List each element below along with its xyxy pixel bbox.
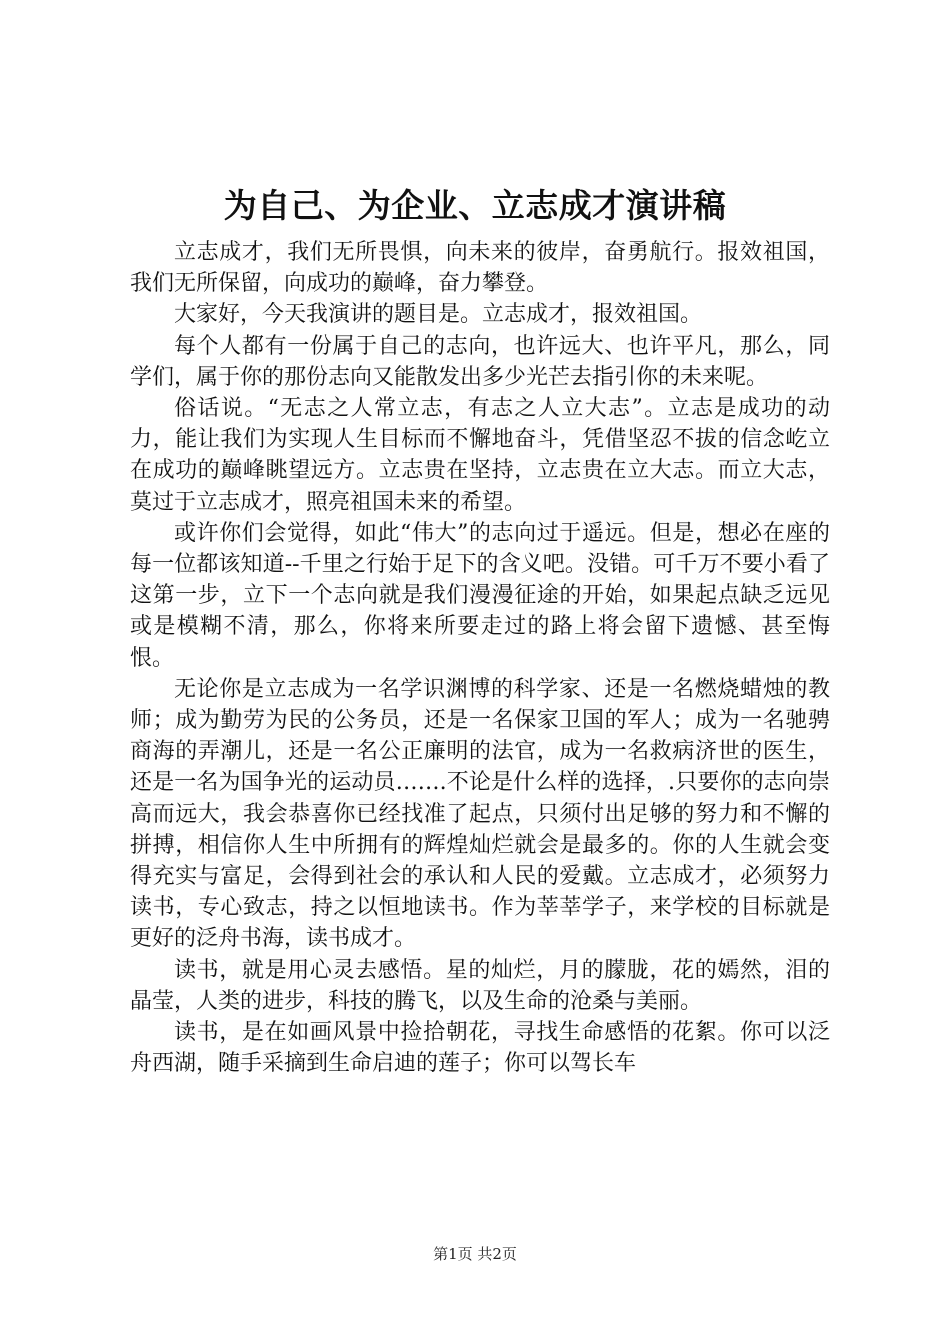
paragraph: 无论你是立志成为一名学识渊博的科学家、还是一名燃烧蜡烛的教师；成为勤劳为民的公务员，还是一名保家卫国的军人；成为一名驰骋商海的弄潮儿，还是一名公正廉明的法官，成为一名救病济世的医生，还是一名为国争光的运动员…….不论是什么样的选择，.只要你的志向崇高而远大，我会恭喜你已经找准了起点，只须付出足够的努力和不懈的拼搏，相信你人生中所拥有的辉煌灿烂就会是最多的。你的人生就会变得充实与富足，会得到社会的承认和人民的爱戴。立志成才，必须努力读书，专心致志，持之以恒地读书。作为莘莘学子，来学校的目标就是更好的泛舟书海，读书成才。 bbox=[130, 676, 830, 952]
paragraph: 立志成才，我们无所畏惧，向未来的彼岸，奋勇航行。报效祖国，我们无所保留，向成功的巅峰，奋力攀登。 bbox=[130, 240, 830, 297]
paragraph: 读书，就是用心灵去感悟。星的灿烂，月的朦胧，花的嫣然，泪的晶莹，人类的进步，科技的腾飞，以及生命的沧桑与美丽。 bbox=[130, 957, 830, 1014]
paragraph: 每个人都有一份属于自己的志向，也许远大、也许平凡，那么，同学们，属于你的那份志向又能散发出多少光芒去指引你的未来呢。 bbox=[130, 333, 830, 390]
page-number-footer: 第1页 共2页 bbox=[433, 1245, 517, 1263]
paragraph: 读书，是在如画风景中捡拾朝花，寻找生命感悟的花絮。你可以泛舟西湖，随手采摘到生命启迪的莲子；你可以驾长车 bbox=[130, 1020, 830, 1077]
document-body bbox=[130, 237, 830, 1079]
paragraph: 或许你们会觉得，如此“伟大”的志向过于遥远。但是，想必在座的每一位都该知道--千里之行始于足下的含义吧。没错。可千万不要小看了这第一步，立下一个志向就是我们漫漫征途的开始，如果起点缺乏远见或是模糊不清，那么，你将来所要走过的路上将会留下遗憾、甚至悔恨。 bbox=[130, 520, 830, 671]
paragraph: 俗话说。“无志之人常立志，有志之人立大志”。立志是成功的动力，能让我们为实现人生目标而不懈地奋斗，凭借坚忍不拔的信念屹立在成功的巅峰眺望远方。立志贵在坚持，立志贵在立大志。而立大志，莫过于立志成才，照亮祖国未来的希望。 bbox=[130, 396, 830, 515]
paragraph: 大家好，今天我演讲的题目是。立志成才，报效祖国。 bbox=[174, 302, 703, 328]
document-title: 为自己、为企业、立志成才演讲稿 bbox=[223, 186, 727, 225]
